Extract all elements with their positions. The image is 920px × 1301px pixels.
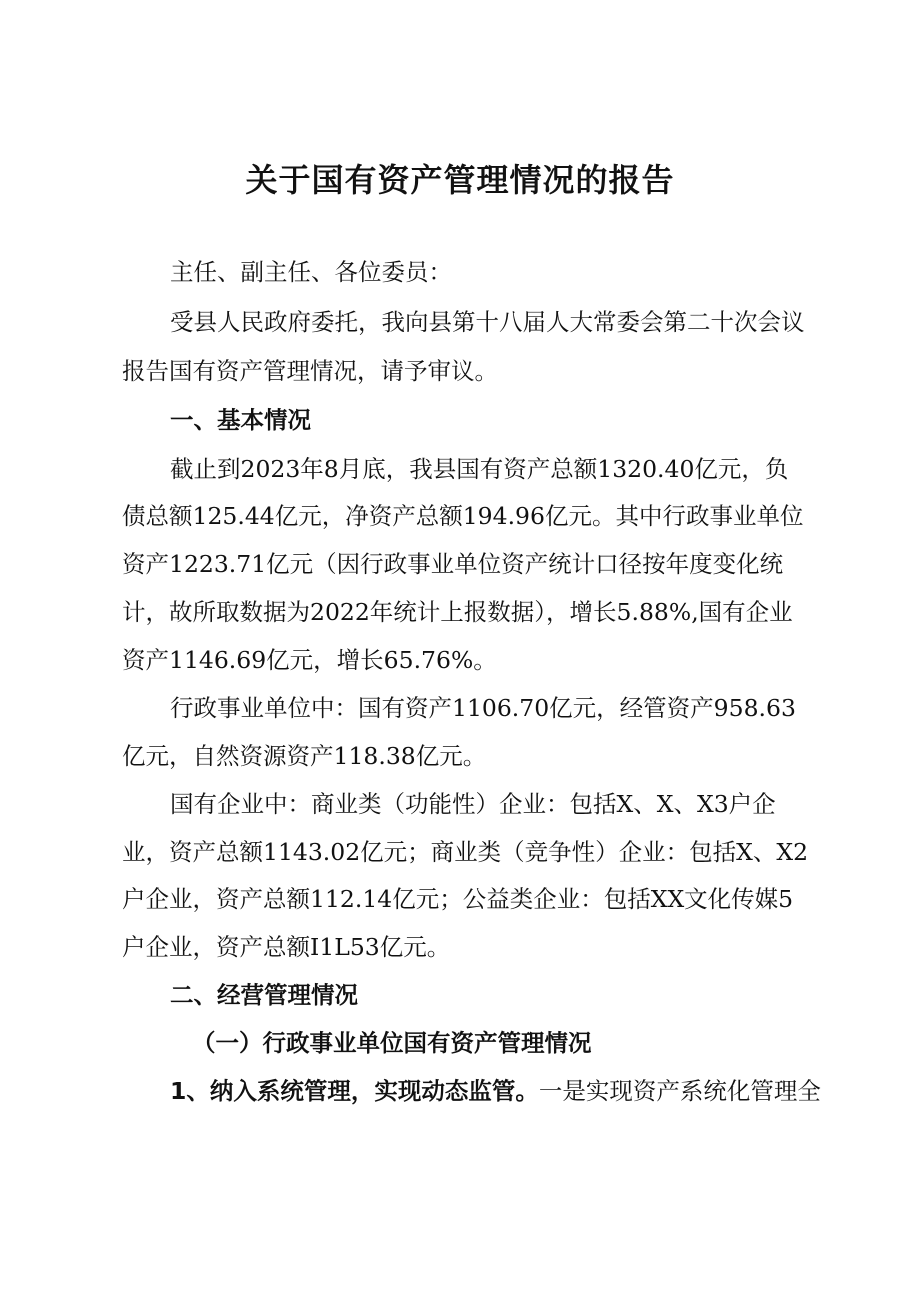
- section-heading-basic: 一、基本情况: [170, 406, 311, 434]
- intro-line-2: 报告国有资产管理情况，请予审议。: [122, 357, 498, 385]
- subsection-heading-admin-units: （一）行政事业单位国有资产管理情况: [192, 1029, 592, 1057]
- para1-line-3: 资产1223.71亿元（因行政事业单位资产统计口径按年度变化统: [122, 550, 784, 578]
- document-title: 关于国有资产管理情况的报告: [245, 161, 675, 199]
- item1-text: 一是实现资产系统化管理全: [538, 1077, 821, 1105]
- intro-line-1: 受县人民政府委托，我向县第十八届人大常委会第二十次会议: [170, 308, 805, 336]
- para1-line-2: 债总额125.44亿元，净资产总额194.96亿元。其中行政事业单位: [122, 502, 804, 530]
- para3-line-4: 户企业，资产总额I1L53亿元。: [122, 933, 451, 961]
- salutation: 主任、副主任、各位委员：: [170, 258, 452, 286]
- para3-line-3: 户企业，资产总额112.14亿元；公益类企业：包括XX文化传媒5: [122, 885, 794, 913]
- para1-line-4: 计，故所取数据为2022年统计上报数据），增长5.88%,国有企业: [122, 598, 793, 626]
- para3-line-1: 国有企业中：商业类（功能性）企业：包括X、X、X3户企: [170, 790, 776, 818]
- item1-heading: 1、纳入系统管理，实现动态监管。: [170, 1077, 539, 1105]
- para3-line-2: 业，资产总额1143.02亿元；商业类（竞争性）企业：包括X、X2: [122, 838, 809, 866]
- section-heading-operations: 二、经营管理情况: [170, 981, 358, 1009]
- para2-line-2: 亿元，自然资源资产118.38亿元。: [122, 742, 487, 770]
- item1-line: [170, 1071, 860, 1111]
- para2-line-1: 行政事业单位中：国有资产1106.70亿元，经管资产958.63: [170, 694, 796, 722]
- para1-line-5: 资产1146.69亿元，增长65.76%。: [122, 646, 497, 674]
- para1-line-1: 截止到2023年8月底，我县国有资产总额1320.40亿元，负: [170, 455, 789, 483]
